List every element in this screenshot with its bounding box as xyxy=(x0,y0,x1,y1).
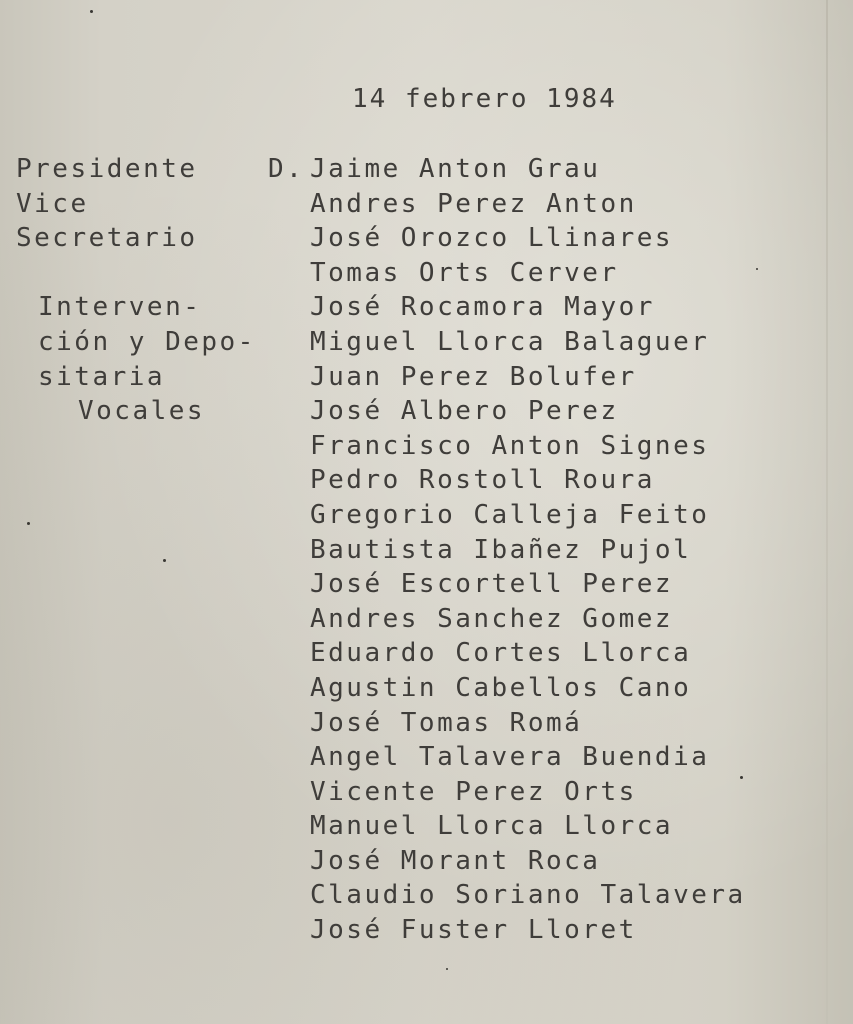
name-item: Tomas Orts Cerver xyxy=(310,257,619,288)
ink-speck xyxy=(740,776,743,779)
name-item: Jaime Anton Grau xyxy=(310,154,601,184)
role-secretario: Secretario xyxy=(16,223,198,254)
name-item: Andres Sanchez Gomez xyxy=(310,603,674,634)
role-vice: Vice xyxy=(16,188,89,219)
name-item: Angel Talavera Buendia xyxy=(310,742,710,773)
name-item: Gregorio Calleja Feito xyxy=(310,499,710,530)
name-item: José Morant Roca xyxy=(310,845,601,876)
name-item: José Albero Perez xyxy=(310,396,619,427)
ink-speck xyxy=(163,559,166,562)
name-item: José Tomas Romá xyxy=(310,707,583,738)
role-presidente: Presidente xyxy=(16,154,198,184)
ink-speck xyxy=(90,10,93,13)
names-list xyxy=(310,152,746,948)
name-item: José Fuster Lloret xyxy=(310,915,637,946)
name-item: Manuel Llorca Llorca xyxy=(310,811,674,842)
role-intervencion-line-1: Interven- xyxy=(38,292,202,323)
name-item: José Orozco Llinares xyxy=(310,223,674,254)
ink-speck xyxy=(756,268,758,270)
document-date: 14 febrero 1984 xyxy=(352,84,617,114)
name-item: Bautista Ibañez Pujol xyxy=(310,534,692,565)
name-item: Juan Perez Bolufer xyxy=(310,361,637,392)
name-item: Miguel Llorca Balaguer xyxy=(310,326,710,357)
name-item: José Rocamora Mayor xyxy=(310,292,655,323)
ink-speck xyxy=(446,968,448,970)
roles-column xyxy=(0,152,300,429)
name-item: Andres Perez Anton xyxy=(310,188,637,219)
name-item: Agustin Cabellos Cano xyxy=(310,672,692,703)
name-item: Pedro Rostoll Roura xyxy=(310,465,655,496)
name-item: Francisco Anton Signes xyxy=(310,430,710,461)
name-item: Vicente Perez Orts xyxy=(310,776,637,807)
name-item: José Escortell Perez xyxy=(310,569,674,600)
ink-speck xyxy=(27,522,30,525)
paper-fold-line xyxy=(826,0,828,1024)
role-intervencion-line-3: sitaria xyxy=(38,361,166,392)
role-intervencion-line-2: ción y Depo- xyxy=(38,326,256,357)
role-vocales: Vocales xyxy=(78,396,206,427)
name-item: Eduardo Cortes Llorca xyxy=(310,638,692,669)
role-spacer xyxy=(0,256,300,291)
name-item: Claudio Soriano Talavera xyxy=(310,880,746,911)
honorific-prefix: D. xyxy=(268,154,305,184)
